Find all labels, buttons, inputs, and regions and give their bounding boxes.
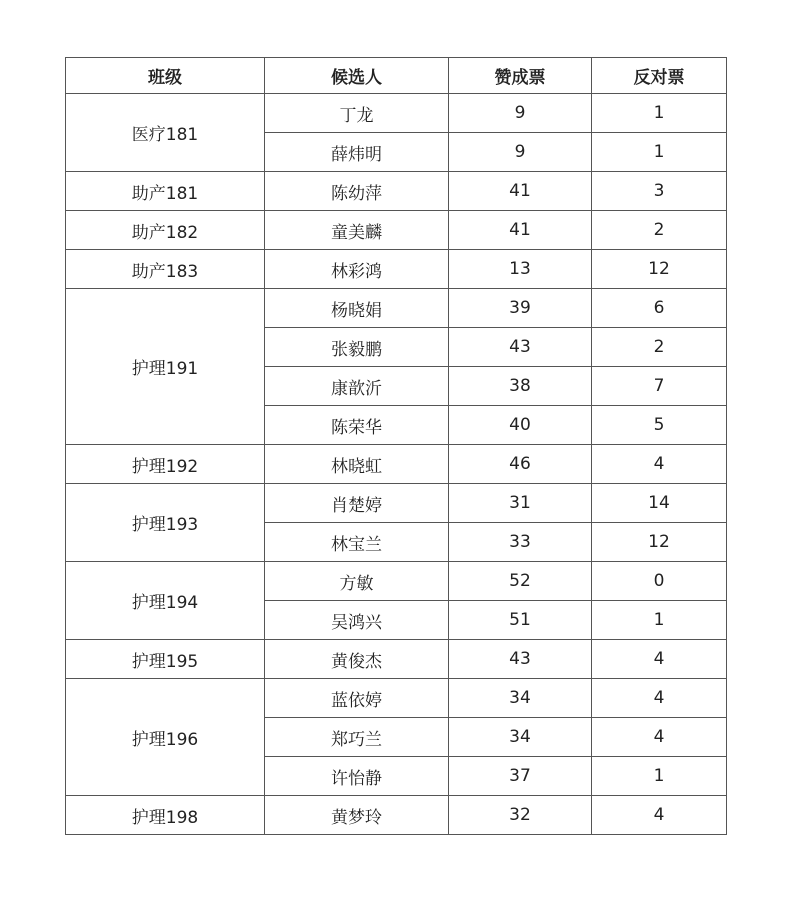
candidate-cell: 林宝兰 bbox=[265, 523, 449, 562]
against-votes-cell: 2 bbox=[592, 328, 727, 367]
candidate-cell: 陈幼萍 bbox=[265, 172, 449, 211]
candidate-cell: 薛炜明 bbox=[265, 133, 449, 172]
against-votes-cell: 5 bbox=[592, 406, 727, 445]
for-votes-cell: 13 bbox=[449, 250, 592, 289]
header-row bbox=[66, 58, 727, 94]
for-votes-cell: 43 bbox=[449, 640, 592, 679]
against-votes-cell: 4 bbox=[592, 445, 727, 484]
for-votes-cell: 33 bbox=[449, 523, 592, 562]
candidate-cell: 林晓虹 bbox=[265, 445, 449, 484]
header-for-votes: 赞成票 bbox=[449, 58, 592, 94]
table-body bbox=[66, 94, 727, 835]
table-row bbox=[66, 640, 727, 679]
vote-results-table bbox=[65, 57, 727, 835]
class-cell: 护理196 bbox=[66, 679, 265, 796]
candidate-cell: 丁龙 bbox=[265, 94, 449, 133]
for-votes-cell: 31 bbox=[449, 484, 592, 523]
class-cell: 护理194 bbox=[66, 562, 265, 640]
candidate-cell: 童美麟 bbox=[265, 211, 449, 250]
table-row bbox=[66, 211, 727, 250]
table-row bbox=[66, 250, 727, 289]
against-votes-cell: 4 bbox=[592, 640, 727, 679]
for-votes-cell: 40 bbox=[449, 406, 592, 445]
header-candidate: 候选人 bbox=[265, 58, 449, 94]
candidate-cell: 许怡静 bbox=[265, 757, 449, 796]
against-votes-cell: 1 bbox=[592, 94, 727, 133]
table-row bbox=[66, 445, 727, 484]
candidate-cell: 张毅鹏 bbox=[265, 328, 449, 367]
for-votes-cell: 51 bbox=[449, 601, 592, 640]
against-votes-cell: 0 bbox=[592, 562, 727, 601]
candidate-cell: 肖楚婷 bbox=[265, 484, 449, 523]
class-cell: 护理198 bbox=[66, 796, 265, 835]
against-votes-cell: 12 bbox=[592, 250, 727, 289]
against-votes-cell: 1 bbox=[592, 601, 727, 640]
table-row bbox=[66, 484, 727, 523]
for-votes-cell: 43 bbox=[449, 328, 592, 367]
against-votes-cell: 4 bbox=[592, 718, 727, 757]
for-votes-cell: 32 bbox=[449, 796, 592, 835]
candidate-cell: 林彩鸿 bbox=[265, 250, 449, 289]
candidate-cell: 吴鸿兴 bbox=[265, 601, 449, 640]
against-votes-cell: 7 bbox=[592, 367, 727, 406]
for-votes-cell: 52 bbox=[449, 562, 592, 601]
against-votes-cell: 6 bbox=[592, 289, 727, 328]
against-votes-cell: 1 bbox=[592, 757, 727, 796]
candidate-cell: 陈荣华 bbox=[265, 406, 449, 445]
against-votes-cell: 3 bbox=[592, 172, 727, 211]
table-row bbox=[66, 289, 727, 328]
table-row bbox=[66, 796, 727, 835]
against-votes-cell: 1 bbox=[592, 133, 727, 172]
for-votes-cell: 41 bbox=[449, 211, 592, 250]
for-votes-cell: 37 bbox=[449, 757, 592, 796]
against-votes-cell: 2 bbox=[592, 211, 727, 250]
candidate-cell: 黄俊杰 bbox=[265, 640, 449, 679]
against-votes-cell: 12 bbox=[592, 523, 727, 562]
candidate-cell: 方敏 bbox=[265, 562, 449, 601]
table-row bbox=[66, 679, 727, 718]
class-cell: 护理192 bbox=[66, 445, 265, 484]
against-votes-cell: 14 bbox=[592, 484, 727, 523]
against-votes-cell: 4 bbox=[592, 796, 727, 835]
for-votes-cell: 41 bbox=[449, 172, 592, 211]
for-votes-cell: 34 bbox=[449, 718, 592, 757]
table-row bbox=[66, 172, 727, 211]
class-cell: 助产182 bbox=[66, 211, 265, 250]
candidate-cell: 康歆沂 bbox=[265, 367, 449, 406]
class-cell: 护理193 bbox=[66, 484, 265, 562]
against-votes-cell: 4 bbox=[592, 679, 727, 718]
table-row bbox=[66, 94, 727, 133]
candidate-cell: 蓝依婷 bbox=[265, 679, 449, 718]
for-votes-cell: 46 bbox=[449, 445, 592, 484]
class-cell: 助产181 bbox=[66, 172, 265, 211]
class-cell: 护理195 bbox=[66, 640, 265, 679]
table-row bbox=[66, 562, 727, 601]
for-votes-cell: 38 bbox=[449, 367, 592, 406]
for-votes-cell: 9 bbox=[449, 133, 592, 172]
for-votes-cell: 9 bbox=[449, 94, 592, 133]
candidate-cell: 杨晓娟 bbox=[265, 289, 449, 328]
class-cell: 医疗181 bbox=[66, 94, 265, 172]
for-votes-cell: 34 bbox=[449, 679, 592, 718]
header-class: 班级 bbox=[66, 58, 265, 94]
class-cell: 助产183 bbox=[66, 250, 265, 289]
class-cell: 护理191 bbox=[66, 289, 265, 445]
candidate-cell: 黄梦玲 bbox=[265, 796, 449, 835]
for-votes-cell: 39 bbox=[449, 289, 592, 328]
header-against-votes: 反对票 bbox=[592, 58, 727, 94]
candidate-cell: 郑巧兰 bbox=[265, 718, 449, 757]
